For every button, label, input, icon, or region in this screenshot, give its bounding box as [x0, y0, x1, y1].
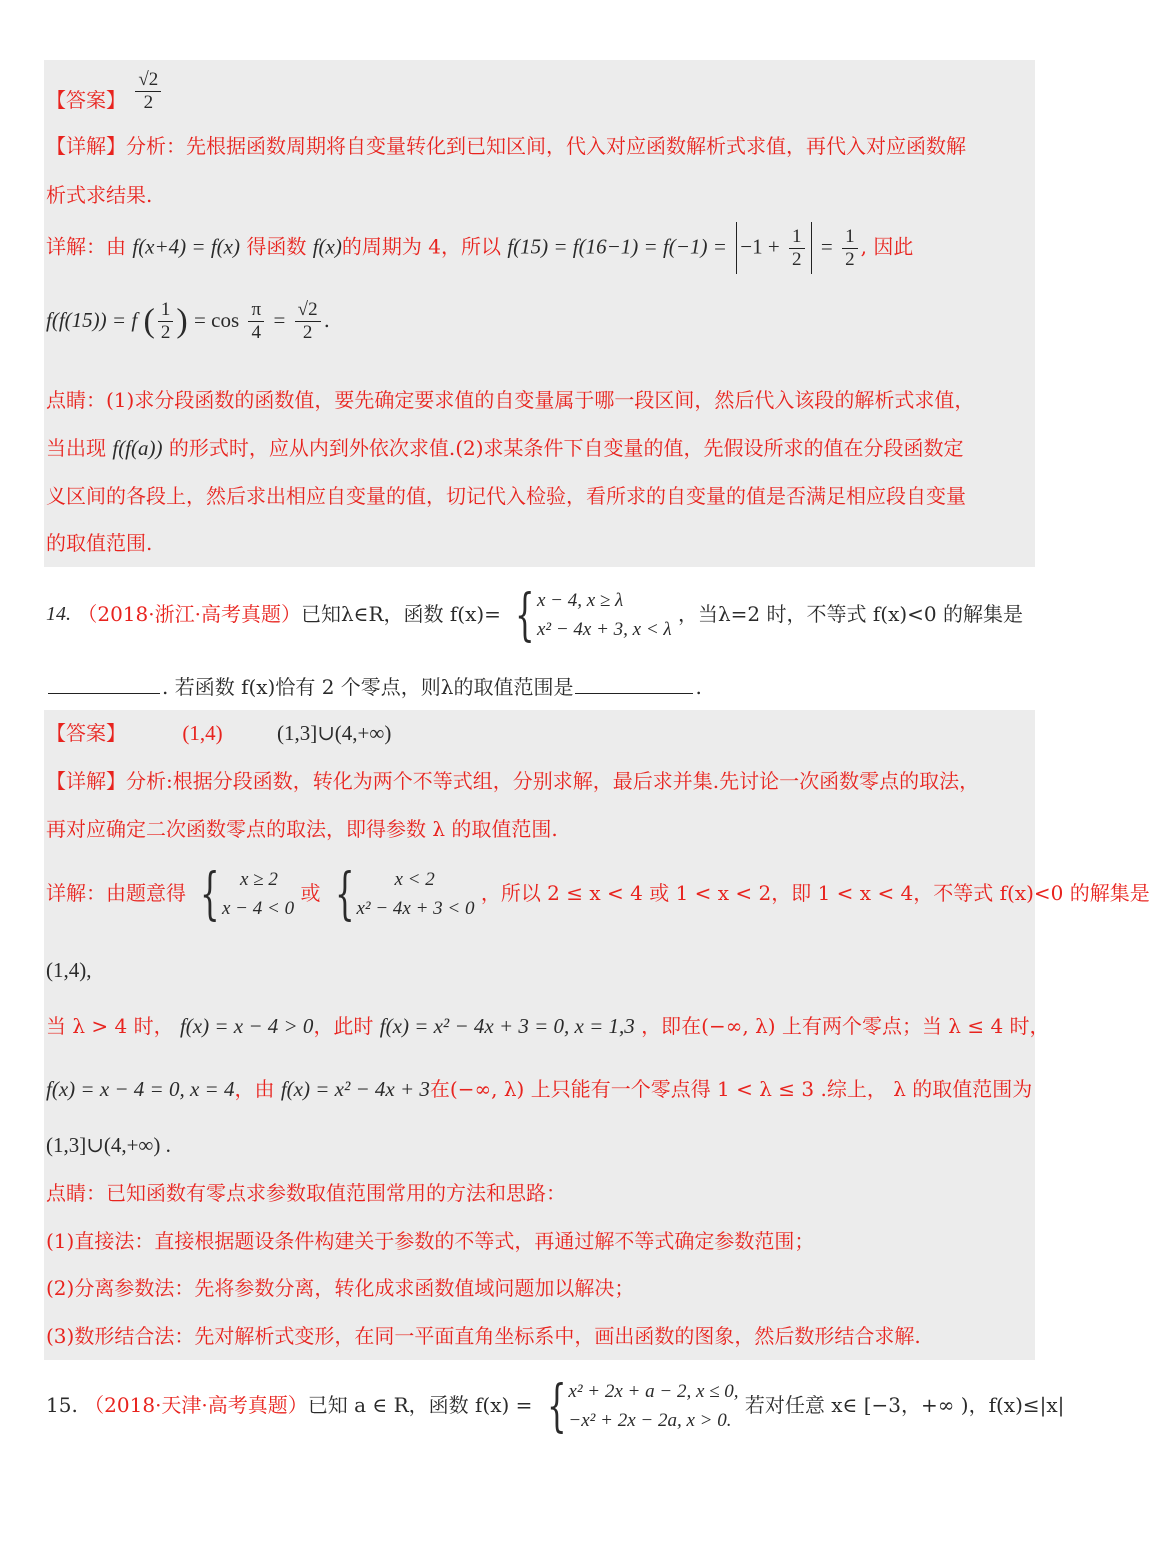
analysis-text: 再对应确定二次函数零点的取法，即得参数 λ 的取值范围. — [46, 817, 558, 841]
question-text: . — [695, 675, 702, 699]
answer-line-14 — [46, 723, 391, 744]
math-expr: (1,4), — [46, 958, 92, 982]
question-source: （2018·天津·高考真题） — [84, 1393, 308, 1417]
question-15 — [46, 1373, 1065, 1439]
math-expr: f(x) — [312, 234, 342, 259]
detail-text: 的周期为 4，所以 — [341, 234, 501, 259]
dianjing-text: 义区间的各段上，然后求出相应自变量的值，切记代入检验，看所求的自变量的值是否满足相应段自变量 — [46, 484, 966, 508]
question-text: 已知 a ∈ R，函数 f(x) = — [307, 1393, 533, 1417]
analysis-line-1 — [46, 136, 966, 156]
dianjing-text: (3)数形结合法：先对解析式变形，在同一平面直角坐标系中，画出函数的图象，然后数形结合求解. — [46, 1324, 921, 1348]
case-text: ，此时 — [313, 1014, 374, 1038]
analysis-text: 分析：先根据函数周期将自变量转化到已知区间，代入对应函数解析式求值，再代入对应函数解 — [126, 134, 966, 158]
question-text: ，当λ=2 时，不等式 f(x)<0 的解集是 — [678, 602, 1023, 626]
analysis-line-2 — [46, 185, 152, 205]
piece-case: x − 4, x ≥ λ — [536, 590, 624, 611]
answer-fraction: $\frac{√2}{2}$ — [135, 70, 161, 113]
piecewise-function: { x − 4, x ≥ λ x² − 4x + 3, x < λ — [515, 582, 672, 648]
detail-line-14 — [46, 861, 1150, 927]
inequality-system-2: { x < 2 x² − 4x + 3 < 0 — [334, 861, 475, 927]
dianjing-line-2 — [46, 438, 964, 459]
math-expr: = — [273, 307, 286, 332]
piecewise-function: { x² + 2x + a − 2, x ≤ 0, −x² + 2x − 2a, x > 0. — [546, 1373, 739, 1439]
detail-line-13: 详解：由 f(x+4) = f(x) 得函数 f(x)的周期为 4，所以 f(15) = f(16−1) = f(−1) = −1 + $\frac{1}{2}$ = $\frac{1}{2}$ , 因此 — [46, 222, 913, 274]
final-range-line — [46, 1135, 171, 1156]
detail-text: ，所以 2 ≤ x < 4 或 1 < x < 2，即 1 < x < 4，不等式 f(x)<0 的解集是 — [480, 881, 1150, 905]
question-source: （2018·浙江·高考真题） — [77, 602, 301, 626]
piece-case: x² + 2x + a − 2, x ≤ 0, — [568, 1381, 739, 1402]
fraction-half: $\frac{1}{2}$ — [789, 227, 805, 270]
detail-label: 【详解】 — [46, 769, 126, 793]
detail-text: 因此 — [873, 234, 914, 259]
analysis-line-14-1 — [46, 771, 979, 791]
answer-blank-2[interactable] — [575, 693, 693, 694]
abs-bar-right — [811, 222, 812, 274]
math-expr: f(x+4) = f(x) — [132, 234, 240, 259]
fraction-result: $\frac{√2}{2}$ — [295, 300, 321, 343]
math-expr: −1 + — [740, 234, 780, 259]
answer-value: (1,4) — [182, 721, 223, 745]
dianjing-text: 点睛：(1)求分段函数的函数值，要先确定要求值的自变量属于哪一段区间，然后代入该段的解析式求值， — [46, 388, 975, 412]
dianjing-text: 的形式时，应从内到外依次求值.(2)求某条件下自变量的值，先假设所求的值在分段函数定 — [168, 436, 964, 460]
abs-bar-left — [736, 222, 737, 274]
solution-set-line — [46, 960, 92, 981]
answer-line-13 — [46, 70, 164, 113]
math-expr: f(15) = f(16−1) = f(−1) = — [507, 234, 727, 259]
or-text: 或 — [300, 881, 321, 905]
case-text: ，即在(−∞, λ) 上有两个零点；当 λ ≤ 4 时， — [641, 1014, 1050, 1038]
case-line-b — [46, 1079, 1032, 1100]
analysis-text: 分析:根据分段函数，转化为两个不等式组，分别求解，最后求并集.先讨论一次函数零点的取法， — [126, 769, 980, 793]
question-text: 已知λ∈R，函数 f(x)= — [300, 602, 501, 626]
dianjing-line-1 — [46, 390, 974, 410]
analysis-text: 析式求结果. — [46, 183, 153, 207]
case-line-a — [46, 1016, 1050, 1037]
question-number: 15. — [46, 1393, 78, 1417]
dianjing-text: (2)分离参数法：先将参数分离，转化成求函数值域问题加以解决； — [46, 1276, 635, 1300]
case-text: 当 λ > 4 时， — [46, 1014, 174, 1038]
math-expr: = — [820, 234, 833, 259]
math-expr: f(x) = x − 4 > 0 — [179, 1014, 314, 1038]
detail-text: 得函数 — [246, 234, 307, 259]
analysis-line-14-2 — [46, 819, 558, 839]
math-expr: f(x) = x − 4 = 0, x = 4 — [46, 1077, 235, 1101]
math-expr: f(f(15)) = f — [46, 307, 138, 332]
piece-case: −x² + 2x − 2a, x > 0. — [568, 1409, 732, 1431]
dianjing-text: (1)直接法：直接根据题设条件构建关于参数的不等式，再通过解不等式确定参数范围； — [46, 1229, 815, 1253]
question-number: 14. — [46, 603, 71, 625]
inequality-system-1: { x ≥ 2 x − 4 < 0 — [200, 861, 295, 927]
math-expr: f(x) = x² − 4x + 3 = 0, x = 1,3 — [379, 1014, 635, 1038]
dianjing-14-line-3 — [46, 1278, 634, 1298]
math-expr: f(f(a)) — [112, 436, 163, 460]
detail-text: 详解：由 — [46, 234, 126, 259]
math-expr: (1,3]∪(4,+∞) . — [46, 1133, 171, 1157]
question-14 — [46, 582, 1023, 648]
fraction-pi-4: $\frac{\pi}{4}$ — [248, 300, 264, 343]
case-text: ，由 — [234, 1077, 275, 1101]
dianjing-14-line-1 — [46, 1183, 566, 1203]
answer-label: 【答案】 — [46, 87, 126, 112]
dianjing-line-4 — [46, 533, 152, 553]
math-expr: f(x) = x² − 4x + 3 — [280, 1077, 430, 1101]
question-14-line-2 — [46, 677, 702, 697]
fraction-result: $\frac{1}{2}$ — [842, 227, 858, 270]
case-text: λ 的取值范围为 — [893, 1077, 1033, 1101]
answer-label: 【答案】 — [46, 721, 126, 745]
question-text: 若对任意 x∈ [−3，+∞ )，f(x)≤|x| — [744, 1393, 1065, 1417]
dianjing-text: 点睛：已知函数有零点求参数取值范围常用的方法和思路： — [46, 1181, 566, 1205]
fraction-half: $\frac{1}{2}$ — [158, 300, 174, 343]
math-expr: = cos — [194, 307, 240, 332]
case-text: 在(−∞, λ) 上只能有一个零点得 1 < λ ≤ 3 .综上， — [429, 1077, 887, 1101]
dianjing-14-line-2 — [46, 1231, 814, 1251]
dianjing-14-line-4 — [46, 1326, 921, 1346]
dianjing-text: 当出现 — [46, 436, 106, 460]
detail-text: 详解：由题意得 — [46, 881, 186, 905]
answer-blank-1[interactable] — [48, 693, 160, 694]
dianjing-line-3 — [46, 486, 966, 506]
equation-line-13: f(f(15)) = f ( $\frac{1}{2}$ ) = cos $\frac{\pi}{4}$ = $\frac{√2}{2}$ . — [46, 299, 330, 343]
dianjing-text: 的取值范围. — [46, 531, 153, 555]
piece-case: x² − 4x + 3, x < λ — [536, 618, 672, 640]
question-text: . 若函数 f(x)恰有 2 个零点，则λ的取值范围是 — [162, 675, 574, 699]
detail-label: 【详解】 — [46, 134, 126, 158]
answer-value: (1,3]∪(4,+∞) — [276, 721, 392, 745]
